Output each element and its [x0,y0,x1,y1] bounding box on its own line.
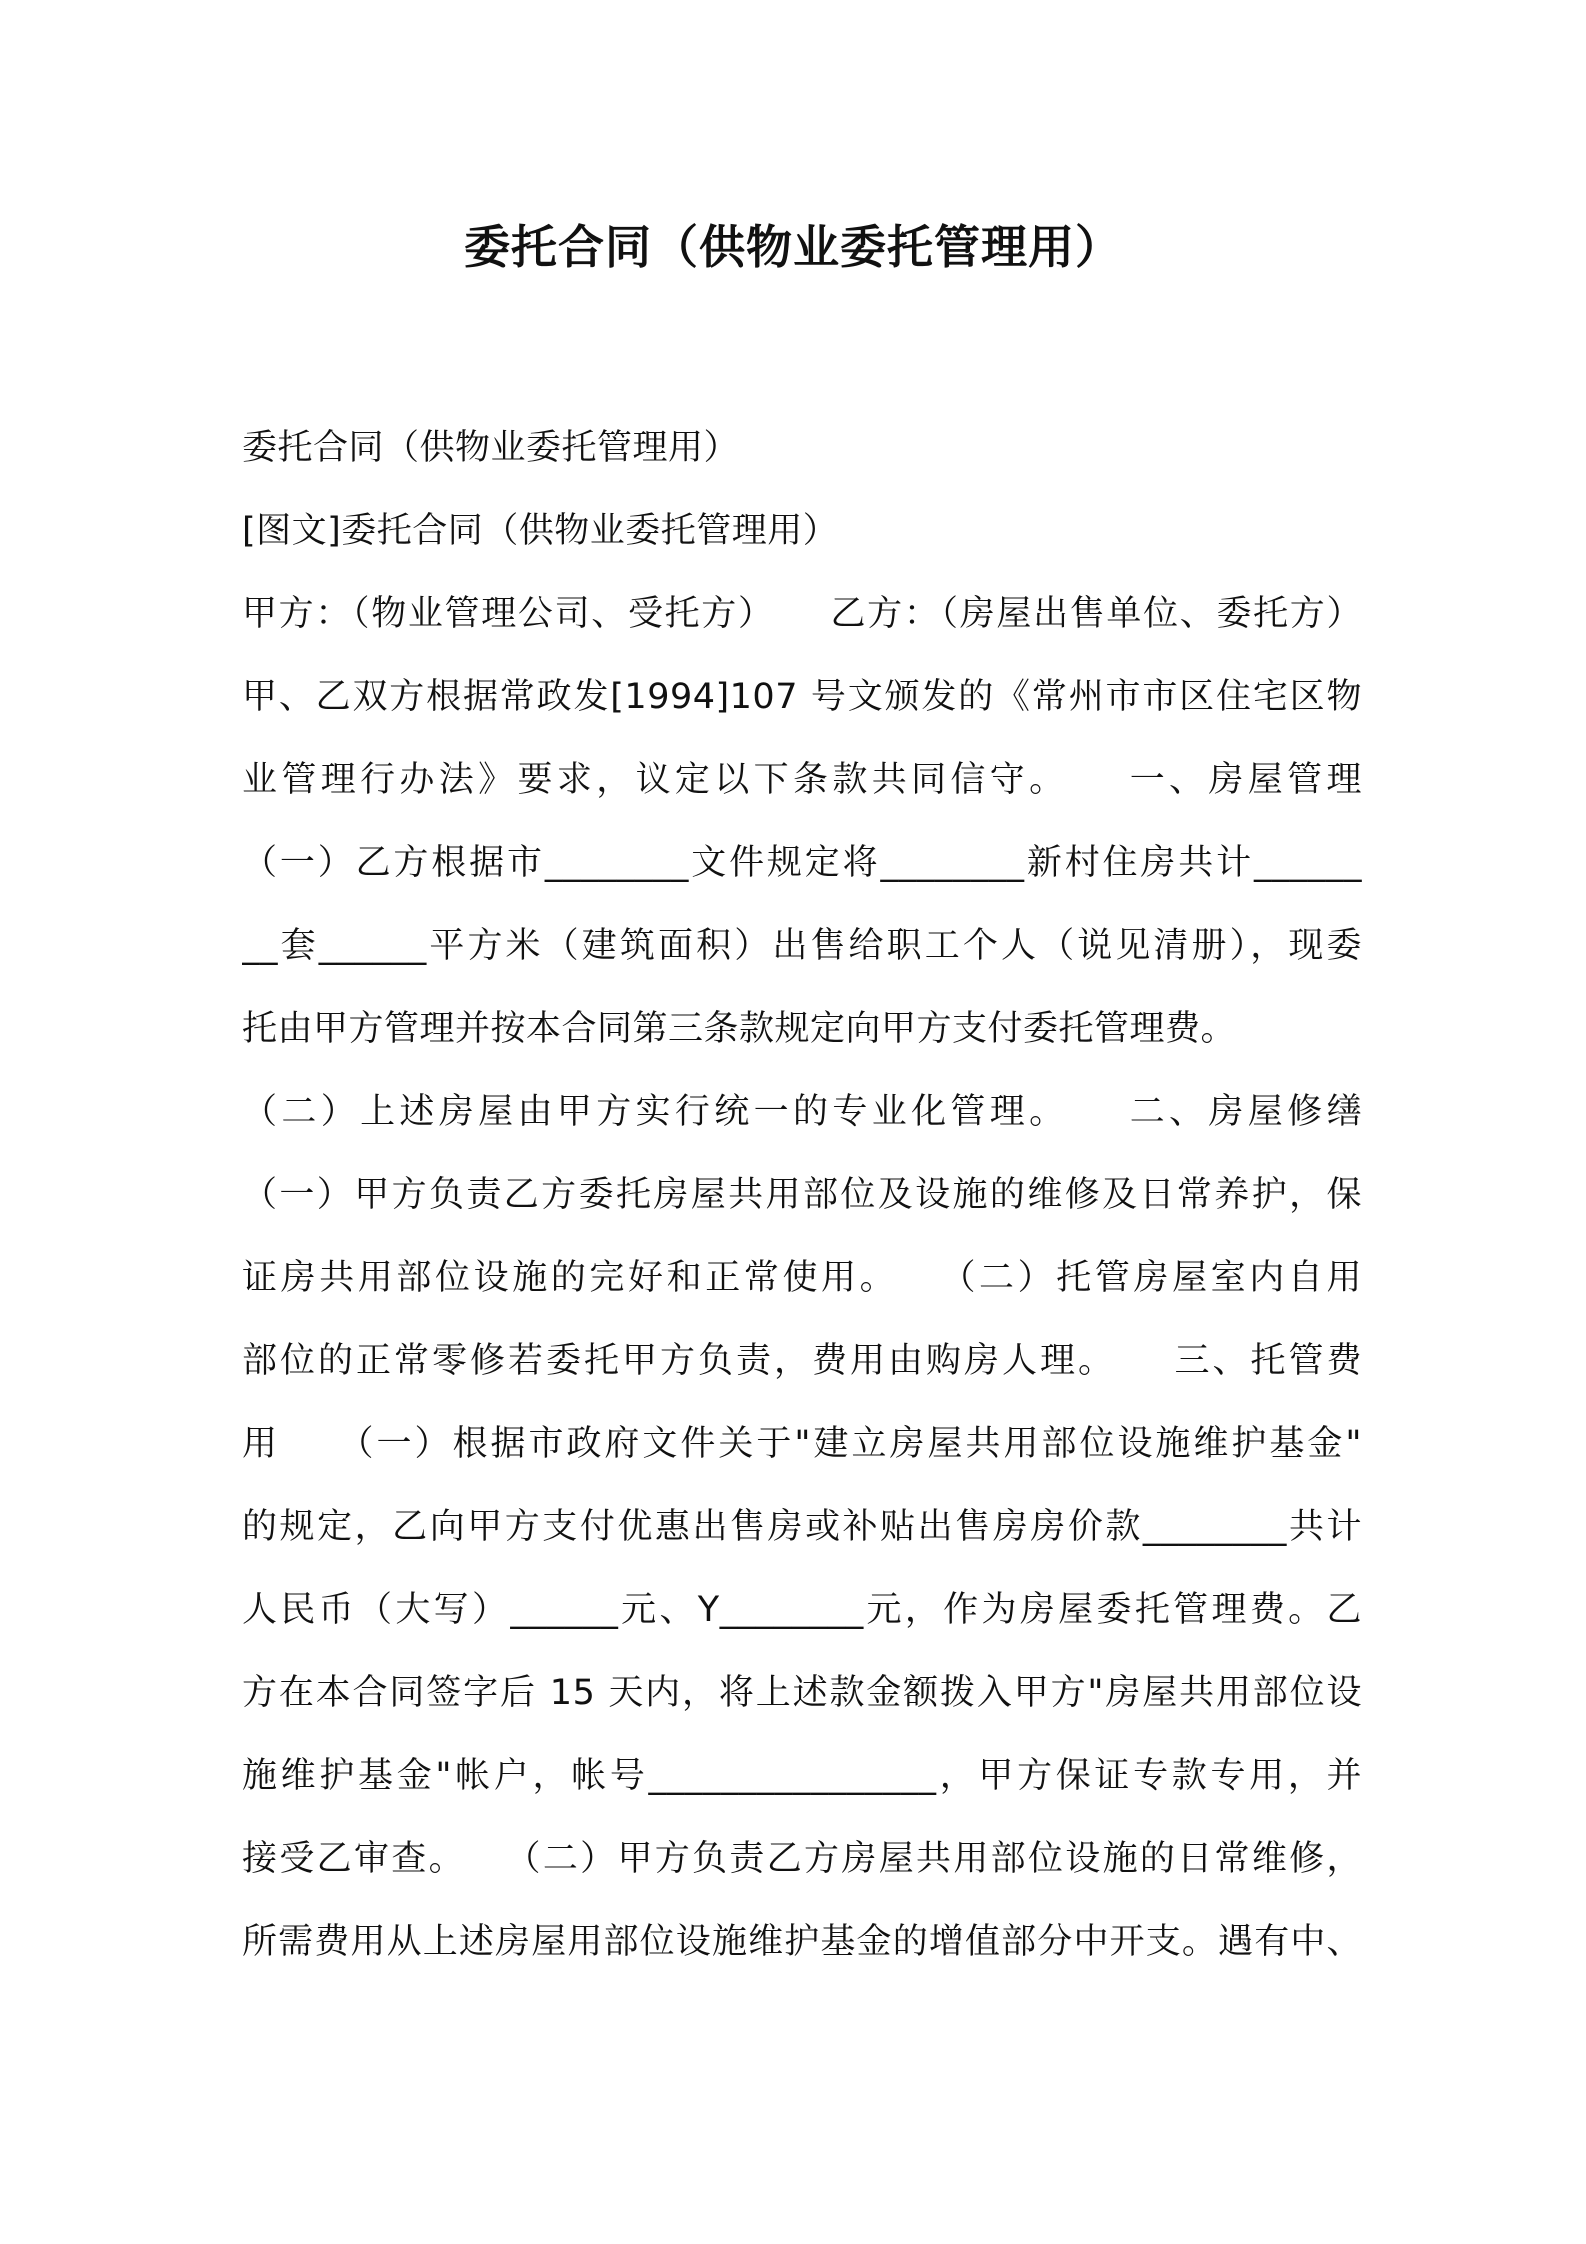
text-line: （一）甲方负责乙方委托房屋共用部位及设施的维修及日常养护，保 [242,1175,1362,1215]
text-line: 接受乙审查。 （二）甲方负责乙方房屋共用部位设施的日常维修， [242,1839,1362,1879]
text-line: 用 （一）根据市政府文件关于"建立房屋共用部位设施维护基金" [242,1424,1362,1464]
text-line: 部位的正常零修若委托甲方负责，费用由购房人理。 三、托管费 [242,1341,1362,1381]
text-line: （二）上述房屋由甲方实行统一的专业化管理。 二、房屋修缮 [242,1092,1362,1132]
text-line: 甲、乙双方根据常政发[1994]107 号文颁发的《常州市市区住宅区物 [242,677,1362,717]
text-line: 委托合同（供物业委托管理用） [242,428,740,468]
text-line: （一）乙方根据市________文件规定将________新村住房共计______ [242,843,1362,883]
text-line: 人民币（大写）______元、Y________元，作为房屋委托管理费。乙 [242,1590,1362,1630]
document-title: 委托合同（供物业委托管理用） [464,220,1122,274]
text-line: 方在本合同签字后 15 天内，将上述款金额拨入甲方"房屋共用部位设 [242,1673,1362,1713]
text-line: 托由甲方管理并按本合同第三条款规定向甲方支付委托管理费。 [242,1009,1237,1049]
text-line: [图文]委托合同（供物业委托管理用） [242,511,839,551]
document-body [242,407,1362,1984]
text-line: 证房共用部位设施的完好和正常使用。 （二）托管房屋室内自用 [242,1258,1362,1298]
text-line: __套______平方米（建筑面积）出售给职工个人（说见清册），现委 [242,926,1362,966]
text-line: 所需费用从上述房屋用部位设施维护基金的增值部分中开支。遇有中、 [242,1922,1362,1962]
text-line: 施维护基金"帐户，帐号________________，甲方保证专款专用，并 [242,1756,1362,1796]
text-line: 甲方：（物业管理公司、受托方） 乙方：（房屋出售单位、委托方） [242,594,1362,634]
text-line: 业管理行办法》要求，议定以下条款共同信守。 一、房屋管理 [242,760,1362,800]
text-line: 的规定，乙向甲方支付优惠出售房或补贴出售房房价款________共计 [242,1507,1362,1547]
